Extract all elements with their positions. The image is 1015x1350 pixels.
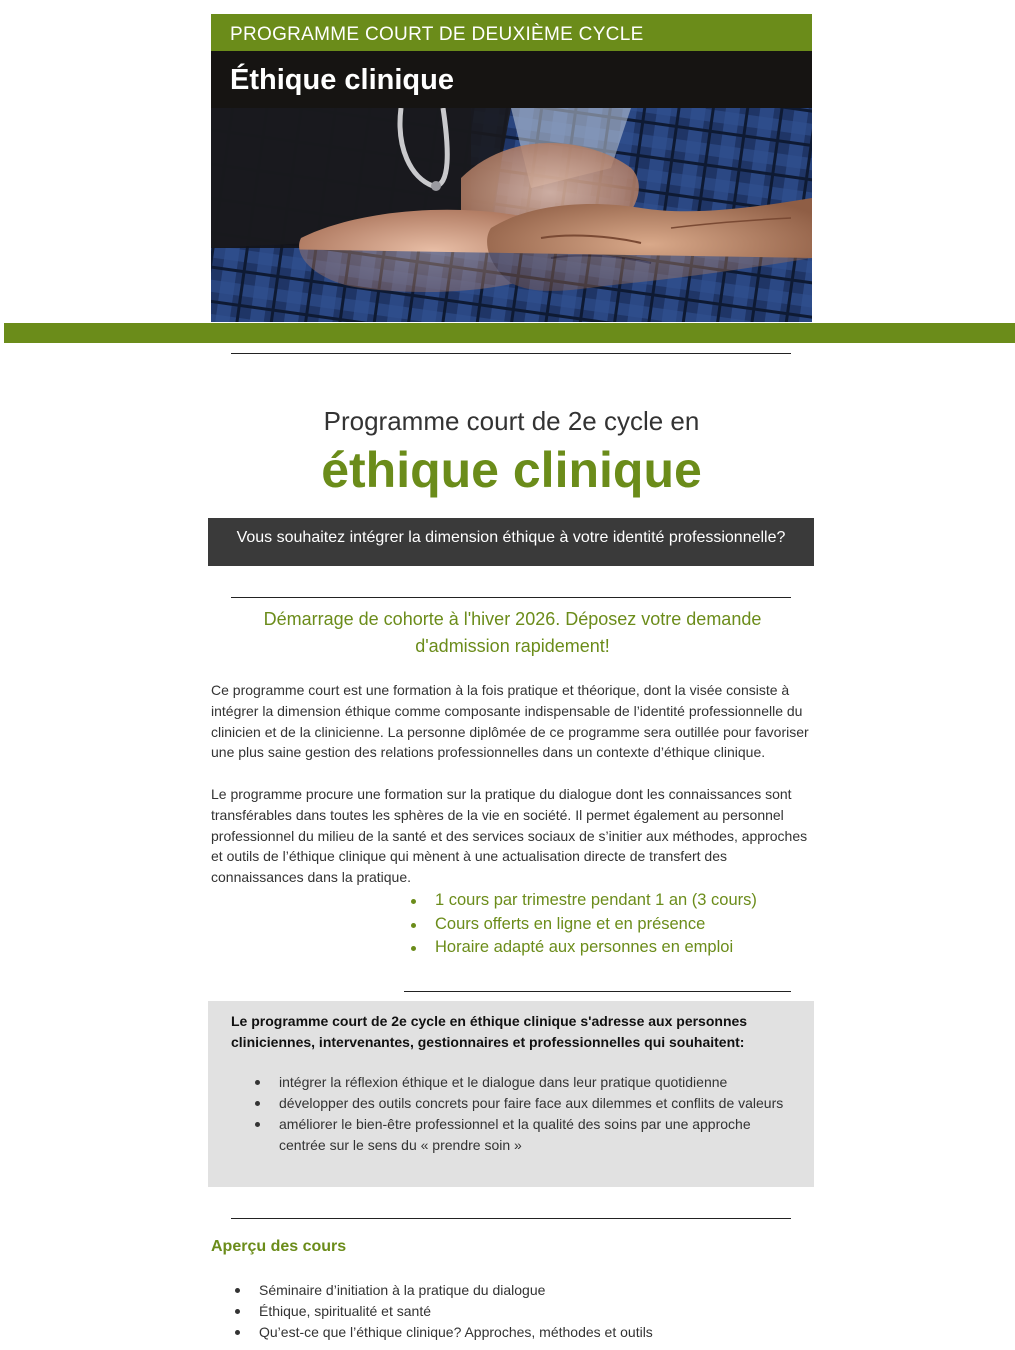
courses-list: [234, 1280, 794, 1343]
description-paragraph: Ce programme court est une formation à la fois pratique et théorique, dont la visée consiste à intégrer la dimension éthique comme composante indispensable de l’identité professionnelle du clinicien et de la clinicienne. La personne diplômée de ce programme sera outillée pour favoriser une plus saine gestion des relations professionnelles dans un contexte d’éthique clinique.: [211, 682, 809, 761]
divider: [231, 353, 791, 354]
program-type-label: PROGRAMME COURT DE DEUXIÈME CYCLE: [211, 14, 812, 51]
intro-pretitle: Programme court de 2e cycle en: [323, 406, 700, 436]
list-item: développer des outils concrets pour faire face aux dilemmes et conflits de valeurs: [254, 1093, 799, 1114]
divider: [231, 597, 791, 598]
green-accent-bar: [4, 323, 1015, 343]
audience-list: [254, 1072, 799, 1156]
header-banner: [211, 14, 812, 322]
courses-heading: Aperçu des cours: [211, 1238, 347, 1255]
list-item: Horaire adapté aux personnes en emploi: [410, 936, 757, 960]
question-banner: Vous souhaitez intégrer la dimension éthique à votre identité professionnelle?: [208, 518, 814, 566]
list-item: 1 cours par trimestre pendant 1 an (3 cours): [410, 889, 757, 913]
hands-photo-illustration: [211, 108, 812, 322]
intro-title: éthique clinique: [321, 442, 702, 498]
program-name-heading: Éthique clinique: [211, 51, 812, 108]
list-item: intégrer la réflexion éthique et le dialogue dans leur pratique quotidienne: [254, 1072, 799, 1093]
divider: [231, 1218, 791, 1219]
hero-image: [211, 108, 812, 322]
list-item: Éthique, spiritualité et santé: [234, 1301, 794, 1322]
list-item: améliorer le bien-être professionnel et la qualité des soins par une approche centrée sur le sens du « prendre soin »: [254, 1114, 799, 1156]
cohort-announcement: Démarrage de cohorte à l'hiver 2026. Déposez votre demande d'admission rapidement!: [263, 609, 762, 656]
divider: [404, 991, 791, 992]
list-item: Cours offerts en ligne et en présence: [410, 913, 757, 937]
highlights-list: [410, 889, 757, 960]
list-item: Qu’est-ce que l’éthique clinique? Approches, méthodes et outils: [234, 1322, 794, 1343]
audience-box: [208, 1001, 814, 1187]
description-paragraph: Le programme procure une formation sur la pratique du dialogue dont les connaissances sont transférables dans toutes les sphères de la vie en société. Il permet également au personnel professionnel du milieu de la santé et des services sociaux de s’initier aux méthodes, approches et outils de l’éthique clinique qui mènent à une actualisation directe de transfert des connaissances dans la pratique.: [211, 786, 808, 886]
list-item: Séminaire d’initiation à la pratique du dialogue: [234, 1280, 794, 1301]
audience-lead: Le programme court de 2e cycle en éthique clinique s'adresse aux personnes cliniciennes, intervenantes, gestionnaires et professionnelles qui souhaitent:: [231, 1013, 748, 1050]
